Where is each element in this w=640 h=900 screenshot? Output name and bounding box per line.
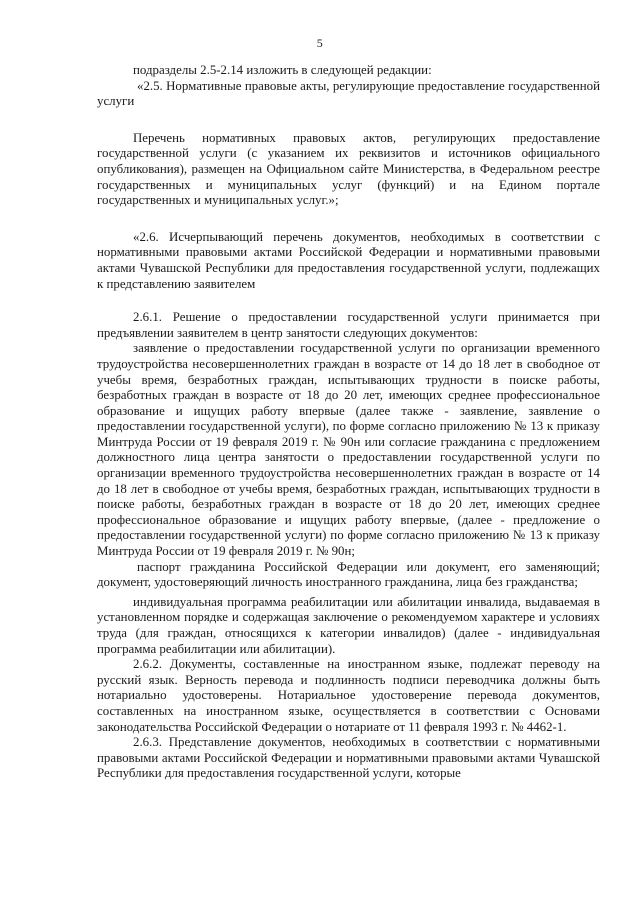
paragraph-rehabilitation-program: индивидуальная программа реабилитации или абилитации инвалида, выдаваемая в установленном порядке и содержащая заключение о рекомендуемом характере и условиях труда (для граждан, относящихся к категории инвалидов) (далее - индивидуальная программа реабилитации или абилитации). <box>97 594 600 656</box>
paragraph-application: заявление о предоставлении государственной услуги по организации временного трудоустройства несовершеннолетних граждан в возрасте от 14 до 18 лет в свободное от учебы время, безработных граждан, испытывающих трудности в поиске работы, безработных граждан в возрасте от 18 до 20 лет, имеющих среднее профессиональное образование и ищущих работу впервые (далее также - заявление, заявление о предоставлении государственной услуги), по форме согласно приложению № 13 к приказу Минтруда России от 19 февраля 2019 г. № 90н или согласие гражданина с предложением должностного лица центра занятости о предоставлении государственной услуги по организации временного трудоустройства несовершеннолетних граждан в возрасте от 14 до 18 лет в свободное от учебы время, безработных граждан, испытывающих трудности в поиске работы, безработных граждан в возрасте от 18 до 20 лет, имеющих среднее профессиональное образование и ищущих работу впервые, (далее - предложение о предоставлении государственной услуги) по форме согласно приложению № 13 к приказу Минтруда России от 19 февраля 2019 г. № 90н; <box>97 341 600 559</box>
spacer <box>97 292 600 310</box>
paragraph-intro: подразделы 2.5-2.14 изложить в следующей редакции: <box>133 63 432 77</box>
paragraph-legal-acts-list: Перечень нормативных правовых актов, регулирующих предоставление государственной услуги (с указанием их реквизитов и источников официального опубликования), размещен на Официальном сайте Министерства, в Федеральном реестре государственных и муниципальных услуг (функций) и на Едином портале государственных и муниципальных услуг.»; <box>97 130 600 208</box>
paragraph-2-6-2: 2.6.2. Документы, составленные на иностранном языке, подлежат переводу на русский язык. Верность перевода и подлинность подписи переводчика должны быть нотариально удостоверены. Нотариальное удостоверение перевода документов, составленных на иностранном языке, осуществляется в соответствии с Основами законодательства Российской Федерации о нотариате от 11 февраля 1993 г. № 4462-1. <box>97 657 600 734</box>
paragraph-passport: паспорт гражданина Российской Федерации или документ, его заменяющий; документ, удостоверяющий личность иностранного гражданина, лица без гражданства; <box>97 559 600 590</box>
paragraph-2-6-1: 2.6.1. Решение о предоставлении государственной услуги принимается при предъявлении заявителем в центр занятости следующих документов: <box>97 310 600 340</box>
page-number: 5 <box>316 36 324 50</box>
spacer <box>97 209 600 230</box>
paragraph-section-2-5-heading: «2.5. Нормативные правовые акты, регулирующие предоставление государственной услуги <box>97 78 600 109</box>
spacer <box>97 110 600 131</box>
paragraph-2-6-3: 2.6.3. Представление документов, необходимых в соответствии с нормативными правовыми актами Российской Федерации и нормативными правовыми актами Чувашской Республики для предоставления государственной услуги, которые <box>97 735 600 781</box>
document-body <box>97 63 600 782</box>
paragraph-section-2-6-heading: «2.6. Исчерпывающий перечень документов, необходимых в соответствии с нормативными правовыми актами Российской Федерации и нормативными правовыми актами Чувашской Республики для предоставления государственной услуги, подлежащих к представлению заявителем <box>97 229 600 291</box>
